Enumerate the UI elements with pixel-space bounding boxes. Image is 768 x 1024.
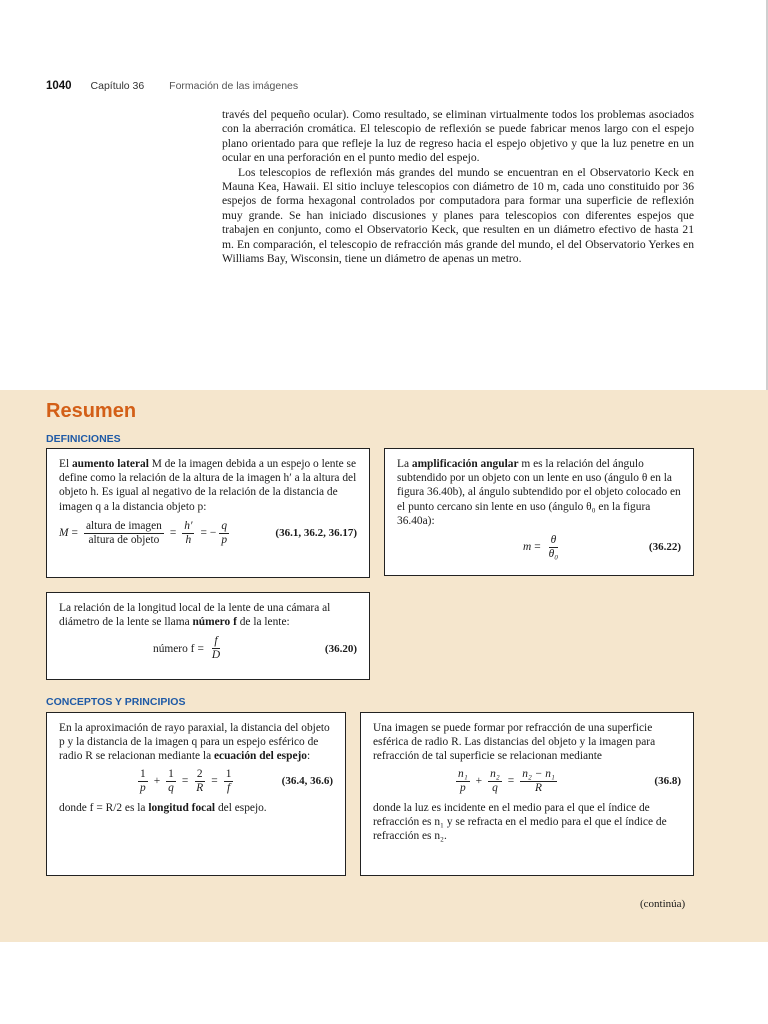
page-header	[46, 80, 298, 92]
equation-ref: (36.4, 36.6)	[281, 775, 333, 787]
equation-ref: (36.1, 36.2, 36.17)	[275, 527, 357, 540]
lateral-magnification-text: El aumento lateral M de la imagen debida a un espejo o lente se define como la relación de la altura de la imagen h′ a la altura del objeto h. Es igual al negativo de la relación de la distancia de imagen q a la distancia objeto p:	[59, 458, 357, 513]
mirror-equation-box	[46, 712, 346, 876]
refraction-equation: $\frac{\text{n₁}}{p}$ + $\frac{\text{n₂}}{q}$ = $\frac{\text{n₂ − n₁}}{R}$ (36.8)	[458, 767, 681, 794]
angular-magnification-box	[384, 448, 694, 576]
term-mirror-equation: ecuación del espejo	[213, 750, 307, 763]
concepts-heading: CONCEPTOS Y PRINCIPIOS	[46, 696, 186, 708]
f-number-box	[46, 592, 370, 680]
angular-magnification-equation: m = $\frac{\theta}{\text{θ₀}}$ (36.22)	[523, 534, 681, 561]
definitions-heading: DEFINICIONES	[46, 433, 121, 445]
focal-length-text: donde f = R/2 es la longitud focal del espejo.	[59, 801, 267, 814]
lateral-magnification-equation: M = $\frac{\text{altura de imagen}}{\text{altura de objeto}}$ = $\frac{h'}{h}$ = − $\frac{q}{p}$ (36.1, 36.2, 36.17)	[59, 519, 357, 546]
term-angular-magnification: amplificación angular	[411, 458, 519, 470]
f-number-equation: número f = $\frac{f}{D}$ (36.20)	[153, 635, 357, 662]
equation-ref: (36.8)	[654, 775, 681, 787]
page-number: 1040	[46, 80, 72, 92]
body-text	[222, 108, 694, 266]
chapter-label: Capítulo 36	[90, 80, 145, 92]
refraction-surface-text: Una imagen se puede formar por refracción de una superficie esférica de radio R. Las distancias del objeto y la imagen para refracción de tal superficie se relacionan mediante	[373, 722, 656, 763]
continues-label: (continúa)	[640, 898, 686, 910]
mirror-equation-text: En la aproximación de rayo paraxial, la distancia del objeto p y la distancia de la imagen q para un espejo esférico de radio R se relacionan mediante la ecuación del espejo:	[59, 722, 330, 763]
term-f-number: número f	[192, 616, 237, 629]
term-lateral-magnification: aumento lateral	[71, 458, 149, 470]
term-focal-length: longitud focal	[148, 801, 216, 814]
lateral-magnification-box	[46, 448, 370, 578]
angular-magnification-text: La amplificación angular m es la relación del ángulo subtendido por un objeto con un lente en uso (ángulo θ en la figura 36.40b), al ángulo subtendido por el objeto colocado en el punto cercano sin lente en uso (ángulo θ₀ en la figura 36.40a):	[397, 458, 681, 527]
section-label: Formación de las imágenes	[169, 80, 299, 92]
paragraph-2: Los telescopios de reflexión más grandes del mundo se encuentran en el Observatorio Keck en Mauna Kea, Hawaii. El sitio incluye telescopios con diámetro de 10 m, cada uno constituido por 36 espejos de forma hexagonal controlados por computadora para formar una superficie de reflexión muy grande. Se han iniciado discusiones y planes para telescopios con diferentes espejos que trabajen en conjunto, como el Observatorio Keck, que resulten en un diámetro efectivo de hasta 21 m. En comparación, el telescopio de refracción más grande del mundo, el del Observatorio Yerkes en Williams Bay, Wisconsin, tiene un diámetro de apenas un metro.	[222, 165, 694, 266]
summary-title: Resumen	[46, 400, 137, 422]
paragraph-1: través del pequeño ocular). Como resultado, se eliminan virtualmente todos los problemas asociados con la aberración cromática. El telescopio de reflexión se puede fabricar menos largo con el espejo plano orientado para que refleje la luz de regreso hacia el espejo objetivo y que la luz penetre en un ocular en una perforación en el punto medio del espejo.	[222, 108, 694, 165]
equation-ref: (36.22)	[648, 541, 681, 554]
equation-ref: (36.20)	[324, 642, 357, 655]
f-number-text: La relación de la longitud local de la lente de una cámara al diámetro de la lente se llama número f de la lente:	[59, 602, 331, 629]
mirror-equation: $\frac{1}{p}$ + $\frac{1}{q}$ = $\frac{2}{R}$ = $\frac{1}{f}$ (36.4, 36.6)	[140, 767, 333, 794]
refraction-index-text: donde la luz es incidente en el medio para el que el índice de refracción es n₁ y se refracta en el medio para el que el índice de refracción es n₂.	[373, 801, 667, 843]
refraction-surface-box	[360, 712, 694, 876]
